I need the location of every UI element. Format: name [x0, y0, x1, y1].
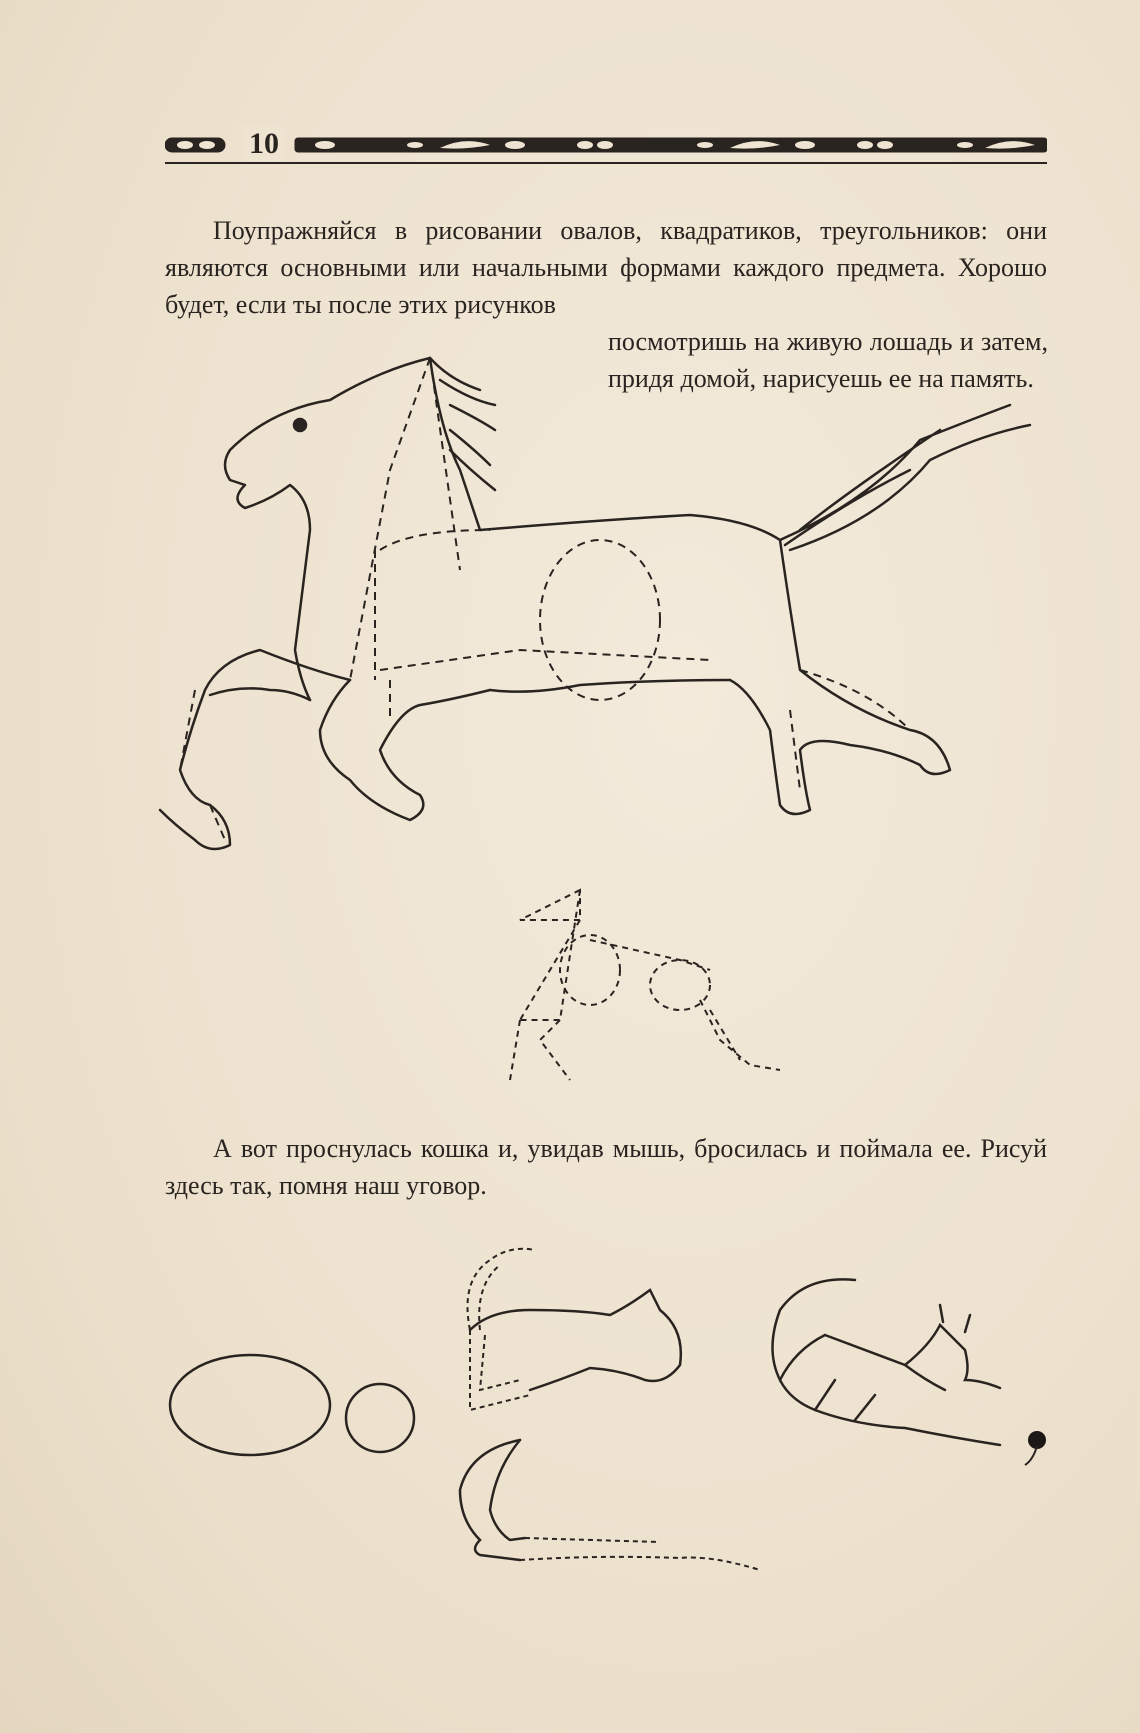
header-rule	[165, 162, 1047, 164]
oval-shapes-icon	[165, 1350, 425, 1460]
horse-skeleton-sketch-icon	[500, 880, 820, 1100]
cat-sketch-icon	[450, 1240, 710, 1440]
cat-catching-mouse-icon	[755, 1270, 1055, 1470]
horse-drawing-icon	[150, 350, 1050, 910]
paragraph-cat: А вот проснулась кошка и, увидав мышь, бросилась и поймала ее. Рисуй здесь так, помня наш уговор.	[165, 1134, 1047, 1200]
paragraph-intro: Поупражняйся в рисовании овалов, квадратиков, треугольников: они являются основными или начальными формами каждого предмета. Хорошо будет, если ты после этих рисунков	[165, 216, 1047, 319]
page-header	[165, 128, 1047, 168]
page-number: 10	[243, 126, 285, 162]
cat-pouncing-icon	[450, 1430, 770, 1570]
ornament-band-icon	[165, 128, 1047, 164]
paragraph-intro-continued: посмотришь на живую лошадь и затем, придя домой, нарисуешь ее на память.	[608, 327, 1048, 393]
